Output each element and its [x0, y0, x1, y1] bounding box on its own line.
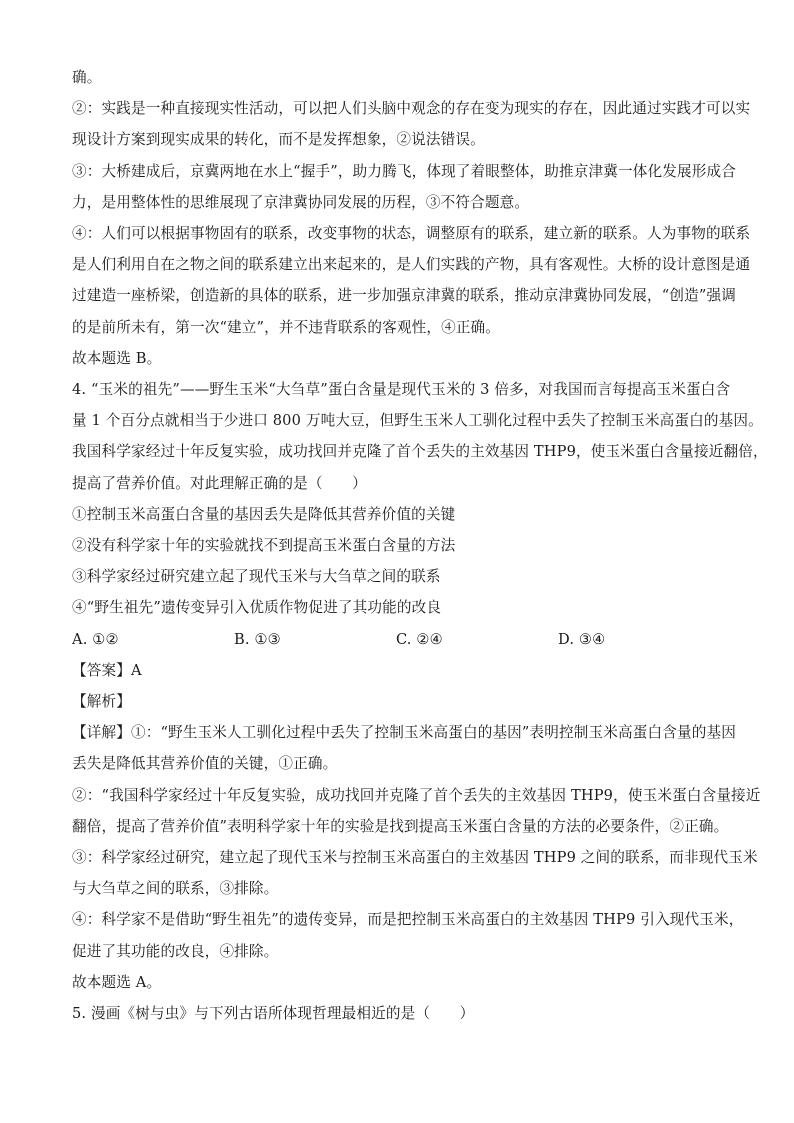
- detail-line: 与大刍草之间的联系，③排除。: [72, 880, 279, 898]
- option-a: A. ①②: [72, 630, 119, 648]
- question-stem-line: 提高了营养价值。对此理解正确的是（ ）: [72, 474, 367, 492]
- answer-options: [72, 624, 724, 655]
- paragraph-line: 确。: [72, 69, 102, 86]
- statement-item: ③科学家经过研究建立起了现代玉米与大刍草之间的联系: [72, 568, 441, 586]
- option-b: B. ①③: [234, 630, 281, 648]
- analysis-label: 【解析】: [72, 693, 131, 711]
- statement-item: ①控制玉米高蛋白含量的基因丢失是降低其营养价值的关键: [72, 505, 456, 523]
- option-d: D. ③④: [558, 630, 606, 648]
- conclusion-line: 故本题选 A。: [72, 973, 162, 991]
- detail-line: 翻倍，提高了营养价值”表明科学家十年的实验是找到提高玉米蛋白含量的方法的必要条件，②正确。: [72, 817, 729, 835]
- statement-item: ④“野生祖先”遗传变异引入优质作物促进了其功能的改良: [72, 599, 442, 617]
- detail-line: ④：科学家不是借助“野生祖先”的遗传变异，而是把控制玉米高蛋白的主效基因 THP9 引入现代玉米，: [72, 911, 744, 929]
- answer-line: 【答案】A: [72, 661, 142, 679]
- paragraph-line: 过建造一座桥梁，创造新的具体的联系，进一步加强京津冀的联系，推动京津冀协同发展，“创造”强调: [72, 287, 736, 305]
- option-c: C. ②④: [396, 630, 443, 648]
- paragraph-line: ③：大桥建成后，京冀两地在水上“握手”，助力腾飞，体现了着眼整体，助推京津冀一体化发展形成合: [72, 162, 736, 180]
- detail-line: 丢失是降低其营养价值的关键，①正确。: [72, 755, 338, 773]
- detail-line: ③：科学家经过研究，建立起了现代玉米与控制玉米高蛋白的主效基因 THP9 之间的联系，而非现代玉米: [72, 849, 758, 867]
- conclusion-line: 故本题选 B。: [72, 349, 162, 367]
- question-stem-line: 4. “玉米的祖先”——野生玉米“大刍草”蛋白含量是现代玉米的 3 倍多，对我国而言每提高玉米蛋白含: [72, 381, 731, 399]
- detail-line: ②：“我国科学家经过十年反复实验，成功找回并克隆了首个丢失的主效基因 THP9，使玉米蛋白含量接近: [72, 786, 761, 804]
- statement-item: ②没有科学家十年的实验就找不到提高玉米蛋白含量的方法: [72, 537, 456, 555]
- paragraph-line: ④：人们可以根据事物固有的联系，改变事物的状态，调整原有的联系，建立新的联系。人为事物的联系: [72, 225, 751, 243]
- paragraph-line: ②：实践是一种直接现实性活动，可以把人们头脑中观念的存在变为现实的存在，因此通过实践才可以实: [72, 100, 751, 118]
- detail-line: 促进了其功能的改良，④排除。: [72, 942, 279, 960]
- question-stem-line: 量 1 个百分点就相当于少进口 800 万吨大豆，但野生玉米人工驯化过程中丢失了控制玉米高蛋白的基因。: [72, 412, 763, 430]
- detail-line: 【详解】①：“野生玉米人工驯化过程中丢失了控制玉米高蛋白的基因”表明控制玉米高蛋白含量的基因: [72, 724, 736, 742]
- question-stem-line: 5. 漫画《树与虫》与下列古语所体现哲理最相近的是（ ）: [72, 1005, 475, 1023]
- paragraph-line: 是人们利用自在之物之间的联系建立出来起来的，是人们实践的产物，具有客观性。大桥的设计意图是通: [72, 256, 751, 274]
- paragraph-line: 现设计方案到现实成果的转化，而不是发挥想象，②说法错误。: [72, 131, 485, 149]
- question-stem-line: 我国科学家经过十年反复实验，成功找回并克隆了首个丢失的主效基因 THP9，使玉米蛋白含量接近翻倍，: [72, 443, 768, 461]
- paragraph-line: 的是前所未有，第一次“建立”，并不违背联系的客观性，④正确。: [72, 318, 501, 336]
- paragraph-line: 力，是用整体性的思维展现了京津冀协同发展的历程，③不符合题意。: [72, 193, 530, 211]
